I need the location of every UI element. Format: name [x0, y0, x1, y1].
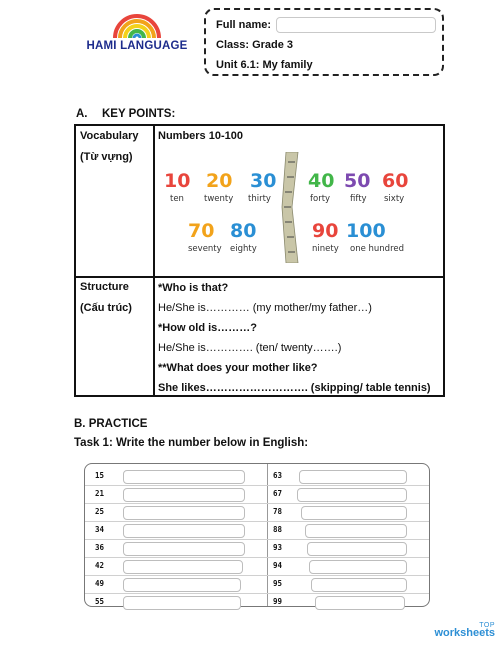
answer-field-55[interactable]	[123, 596, 241, 610]
number-digit-30: 30	[250, 170, 277, 192]
practice-row	[85, 558, 429, 576]
practice-number-right: 93	[273, 543, 283, 552]
number-digit-50: 50	[344, 170, 371, 192]
practice-number-left: 21	[95, 489, 105, 498]
section-a-title: A. KEY POINTS:	[76, 108, 176, 120]
answer-field-67[interactable]	[297, 488, 407, 502]
full-name-label: Full name:	[216, 19, 272, 31]
practice-number-left: 36	[95, 543, 105, 552]
answer-field-42[interactable]	[123, 560, 243, 574]
rainbow-icon	[112, 8, 162, 40]
answer-field-78[interactable]	[301, 506, 407, 520]
unit-label: Unit 6.1: My family	[216, 59, 313, 71]
practice-row	[85, 504, 429, 522]
key-points-table	[74, 124, 445, 397]
practice-number-right: 78	[273, 507, 283, 516]
full-name-line	[216, 15, 432, 35]
practice-row	[85, 594, 429, 612]
task1-instruction: Task 1: Write the number below in English:	[74, 437, 309, 449]
number-word-60: sixty	[384, 194, 405, 204]
number-word-100: one hundred	[350, 244, 405, 254]
number-digit-90: 90	[312, 220, 339, 242]
hami-logo	[82, 8, 192, 54]
answer-field-95[interactable]	[311, 578, 407, 592]
number-word-80: eighty	[230, 244, 257, 254]
number-digit-10: 10	[164, 170, 191, 192]
number-digit-60: 60	[382, 170, 409, 192]
number-word-10: ten	[170, 194, 184, 204]
structure-label: Structure (Cấu trúc)	[80, 281, 132, 314]
practice-number-right: 63	[273, 471, 283, 480]
practice-number-left: 55	[95, 597, 105, 606]
practice-number-left: 34	[95, 525, 105, 534]
number-digit-80: 80	[230, 220, 257, 242]
practice-number-left: 49	[95, 579, 105, 588]
practice-number-right: 88	[273, 525, 283, 534]
structure-question-like: **What does your mother like?	[158, 362, 318, 374]
answer-field-25[interactable]	[123, 506, 245, 520]
practice-table	[84, 463, 430, 607]
practice-number-right: 95	[273, 579, 283, 588]
structure-answer-age: He/She is…………. (ten/ twenty…….)	[158, 342, 342, 354]
answer-field-99[interactable]	[315, 596, 405, 610]
answer-field-21[interactable]	[123, 488, 245, 502]
topworksheets-logo: TOP worksheets	[434, 622, 495, 639]
practice-number-left: 42	[95, 561, 105, 570]
structure-question-age: *How old is………?	[158, 322, 257, 334]
number-word-30: thirty	[248, 194, 271, 204]
number-word-20: twenty	[204, 194, 234, 204]
practice-row	[85, 540, 429, 558]
practice-row	[85, 576, 429, 594]
answer-field-49[interactable]	[123, 578, 241, 592]
number-word-50: fifty	[350, 194, 367, 204]
structure-answer-like: She likes………………………. (skipping/ table tennis)	[158, 382, 431, 394]
practice-number-right: 99	[273, 597, 283, 606]
number-digit-40: 40	[308, 170, 335, 192]
number-digit-70: 70	[188, 220, 215, 242]
structure-question-who: *Who is that?	[158, 282, 229, 294]
vocabulary-label: Vocabulary (Từ vựng)	[80, 130, 139, 163]
number-word-70: seventy	[188, 244, 222, 254]
practice-number-right: 67	[273, 489, 283, 498]
practice-number-left: 15	[95, 471, 105, 480]
class-label: Class: Grade 3	[216, 39, 294, 51]
number-word-90: ninety	[312, 244, 339, 254]
student-info-box	[204, 8, 444, 76]
brand-name: HAMI LANGUAGE	[86, 40, 188, 52]
practice-row	[85, 522, 429, 540]
structure-answer-who: He/She is………… (my mother/my father…)	[158, 302, 372, 314]
numbers-chart	[158, 152, 424, 263]
practice-row	[85, 468, 429, 486]
answer-field-94[interactable]	[309, 560, 407, 574]
answer-field-88[interactable]	[305, 524, 407, 538]
practice-number-right: 94	[273, 561, 283, 570]
answer-field-34[interactable]	[123, 524, 245, 538]
practice-row	[85, 486, 429, 504]
answer-field-36[interactable]	[123, 542, 245, 556]
section-b-title: B. PRACTICE	[74, 418, 148, 430]
answer-field-63[interactable]	[299, 470, 407, 484]
answer-field-15[interactable]	[123, 470, 245, 484]
practice-number-left: 25	[95, 507, 105, 516]
number-digit-20: 20	[206, 170, 233, 192]
answer-field-93[interactable]	[307, 542, 407, 556]
number-word-40: forty	[310, 194, 331, 204]
number-digit-100: 100	[346, 220, 386, 242]
full-name-field[interactable]	[276, 17, 436, 33]
structure-lines	[158, 278, 431, 398]
vocabulary-heading: Numbers 10-100	[158, 130, 243, 142]
